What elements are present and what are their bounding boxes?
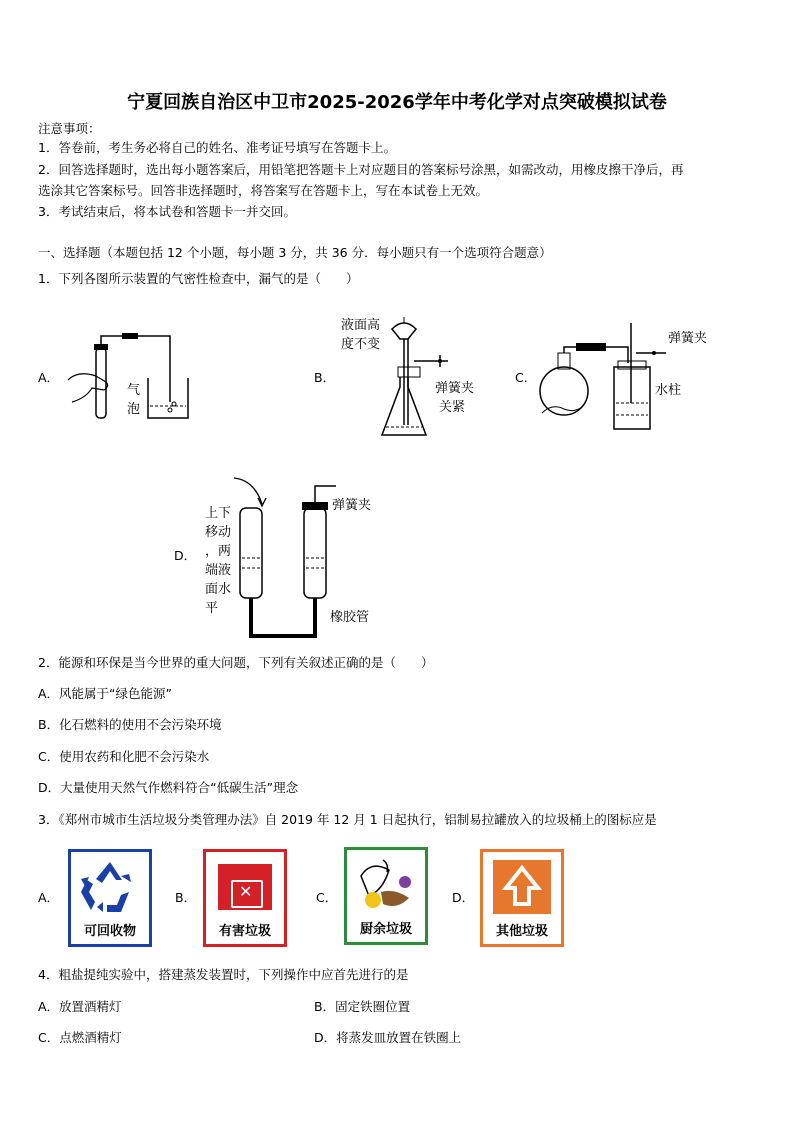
- q1-d-note-7: 弹簧夹: [332, 498, 372, 513]
- q1-d-note-4: 端液: [205, 563, 232, 578]
- notice-item-3: 3．考试结束后，将本试卷和答题卡一并交回。: [38, 204, 296, 219]
- kitchen-bin-icon: [344, 847, 428, 945]
- q1-option-c-label: C．: [515, 370, 537, 385]
- notice-heading: 注意事项：: [38, 121, 101, 136]
- recycle-icon: [71, 854, 149, 922]
- q1-c-note-1: 弹簧夹: [668, 331, 708, 346]
- bin-caption-recyclable: 可回收物: [71, 920, 149, 944]
- other-bin-icon: [480, 849, 564, 947]
- q2-option-c: C．使用农药和化肥不会污染水: [38, 749, 210, 764]
- q1-d-note-2: 移动: [205, 525, 232, 540]
- q3-option-c-label: C．: [316, 890, 338, 905]
- hazardous-bin-icon: [203, 849, 287, 947]
- q1-a-note-1: 气: [127, 383, 141, 398]
- q1-stem: 1．下列各图所示装置的气密性检查中，漏气的是（ ）: [38, 271, 359, 286]
- q1-c-note-2: 水柱: [655, 383, 682, 398]
- q3-option-a-label: A．: [38, 890, 60, 905]
- q1-d-note-8: 橡胶管: [330, 610, 370, 625]
- q1-d-note-1: 上下: [205, 506, 232, 521]
- q4-option-a: A．放置酒精灯: [38, 999, 122, 1014]
- recyclable-bin-icon: [68, 849, 152, 947]
- bin-caption-kitchen: 厨余垃圾: [347, 918, 425, 942]
- q1-figure-d: [226, 472, 336, 644]
- q1-figure-c: [536, 323, 666, 433]
- notice-item-2: 2．回答选择题时，选出每小题答案后，用铅笔把答题卡上对应题目的答案标号涂黑，如需改动，用橡皮擦干净后，再: [38, 162, 684, 177]
- cross-icon: ✕: [239, 882, 253, 901]
- q4-option-b: B．固定铁圈位置: [314, 999, 411, 1014]
- notice-item-1: 1．答卷前，考生务必将自己的姓名、准考证号填写在答题卡上。: [38, 140, 396, 155]
- q1-b-note-2: 度不变: [341, 337, 381, 352]
- q2-option-b: B．化石燃料的使用不会污染环境: [38, 717, 222, 732]
- q1-d-note-3: ，两: [205, 544, 232, 559]
- other-waste-icon: [493, 860, 551, 914]
- bin-caption-other: 其他垃圾: [483, 920, 561, 944]
- q4-option-d: D．将蒸发皿放置在铁圈上: [314, 1030, 462, 1045]
- q1-b-note-1: 液面高: [341, 318, 381, 333]
- q4-option-c: C．点燃酒精灯: [38, 1030, 122, 1045]
- q4-stem: 4．粗盐提纯实验中，搭建蒸发装置时，下列操作中应首先进行的是: [38, 967, 409, 982]
- q1-figure-a: [60, 328, 190, 428]
- q1-a-note-2: 泡: [127, 402, 141, 417]
- q2-option-a: A．风能属于“绿色能源”: [38, 686, 173, 701]
- q1-b-note-4: 关紧: [439, 400, 466, 415]
- q1-option-d-label: D．: [174, 548, 197, 563]
- q3-option-d-label: D．: [452, 890, 475, 905]
- q3-option-b-label: B．: [175, 890, 197, 905]
- q1-d-note-5: 面水: [205, 582, 232, 597]
- notice-item-2-cont: 选涂其它答案标号。回答非选择题时，将答案写在答题卡上，写在本试卷上无效。: [38, 183, 489, 198]
- q1-figure-b: [374, 315, 474, 445]
- food-waste-icon: [347, 852, 425, 920]
- q2-option-d: D．大量使用天然气作燃料符合“低碳生活”理念: [38, 780, 299, 795]
- q1-option-b-label: B．: [314, 370, 336, 385]
- q1-option-a-label: A．: [38, 370, 60, 385]
- q1-d-note-6: 平: [205, 601, 219, 616]
- page-title: 宁夏回族自治区中卫市2025-2026学年中考化学对点突破模拟试卷: [127, 92, 667, 113]
- section-heading: 一、选择题（本题包括 12 个小题，每小题 3 分，共 36 分．每小题只有一个选项符合题意）: [38, 245, 552, 260]
- q2-stem: 2．能源和环保是当今世界的重大问题，下列有关叙述正确的是（ ）: [38, 655, 434, 670]
- q3-stem: 3．《郑州市城市生活垃圾分类管理办法》自 2019 年 12 月 1 日起执行，铝制易拉罐放入的垃圾桶上的图标应是: [38, 812, 657, 827]
- hazard-icon: [218, 864, 272, 910]
- bin-caption-hazardous: 有害垃圾: [206, 920, 284, 944]
- q1-b-note-3: 弹簧夹: [435, 381, 475, 396]
